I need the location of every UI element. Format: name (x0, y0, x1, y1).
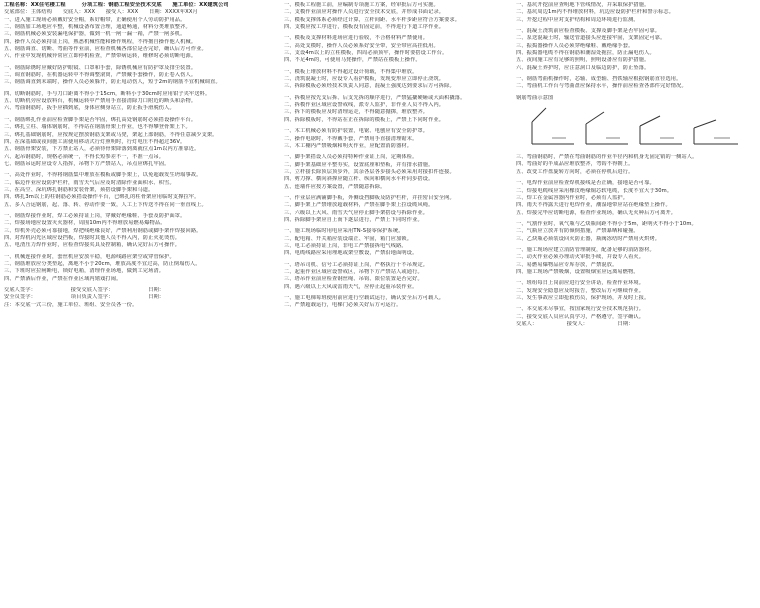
text-column-right (516, 2, 756, 606)
doc-line: 三、塔吊作业前应检查钢丝绳、吊钩、限位装置是否完好。 (284, 276, 423, 283)
doc-line: 四、剪刀撑、横向斜撑应随立杆、纵向和横向水平杆同步搭设。 (284, 176, 434, 183)
doc-line: 一、施工电梯每班使用前应进行空载试运行，确认安全后方可载人。 (284, 295, 445, 302)
doc-line: 一、钢筋绑扎作业前应检查脚手架是否牢固，绑扎高处钢筋时必须搭设操作平台。 (4, 116, 197, 123)
doc-line: 六、弯曲钢筋时，扳手应插到底，身体应侧身站立，防止扳手滑脱伤人。 (4, 105, 175, 112)
doc-line: 二、钢筋加工场地应平整，机械设备布置合理，通道畅通，材料分类堆放整齐。 (4, 24, 191, 31)
doc-line: 四、弯曲好的半成品应堆放整齐，弯钩不得朝上。 (516, 161, 634, 168)
doc-line: 二、起重作业区域应设警戒区，吊物下方严禁站人或通行。 (284, 269, 423, 275)
doc-line: 三、下班时应拉闸断电，锁好电箱，清理作业场地，做到工完场清。 (4, 268, 165, 275)
doc-line: 三、弯曲钢筋时，严禁在弯曲钢筋的作业半径内和机身无固定销的一侧站人。 (516, 154, 698, 161)
doc-line: 二、严禁超载运行，电梯门必须关好后方可运行。 (284, 302, 402, 309)
doc-line: 三、开挖过程中应对支护结构和周边环境进行监测。 (516, 16, 639, 23)
doc-line: 二、泵送混凝土时，输送管道接头应连接牢固，支架固定可靠。 (516, 35, 666, 42)
doc-line: 一、钢筋焊接作业时，焊工必须持证上岗，穿戴好绝缘鞋、手套及防护面罩。 (4, 212, 186, 219)
doc-line: 五、连墙件应按方案设置，严禁随意拆除。 (284, 183, 386, 190)
doc-line: 二、基坑周边1m内不得堆放材料，坑边应设防护栏杆和警示标志。 (516, 9, 675, 16)
doc-line: 四、绑扎3m以上的柱钢筋必须搭设操作平台，已绑扎的柱骨架应用临时支撑拉牢。 (4, 194, 200, 201)
doc-line: 五、焊接完毕应切断电源，检查作业现场，确认无火种后方可离开。 (516, 209, 677, 216)
doc-line: 三、拆下的模板应及时清理运走，不得随意抛掷，堆放整齐。 (284, 109, 429, 116)
doc-line: 三、绑扎基础钢筋时，应按规定摆放钢筋支架或马凳，架起上部钢筋，不得任意减少支架。 (4, 131, 218, 138)
doc-line: 七、钢筋吊运时应设专人指挥，吊物下方严禁站人，吊点应绑扎牢固。 (4, 160, 170, 167)
doc-line: 二、配电箱、开关箱应装设端正、牢固，箱门应加锁。 (284, 235, 413, 242)
doc-line: 二、拆模作业区域应设警戒线，派专人监护，非作业人员不得入内。 (284, 102, 445, 109)
doc-line: 四、拆除模板时，不得站在正在拆除的模板上，严禁上下同时作业。 (284, 116, 445, 123)
doc-line: 二、接受交底人员应认真学习，严格遵守，签字确认。 (516, 313, 645, 320)
doc-line: 二、发现安全隐患应及时报告，整改后方可继续作业。 (516, 287, 645, 294)
doc-line: 五、多人合运钢筋，起、落、转、停动作要一致，人工上下传送不得在同一垂直线上。 (4, 201, 207, 208)
doc-line: 六、混凝土养护时，应注意洞口及临边防护，防止坠落。 (516, 64, 650, 71)
doc-line: 五、切断机旁应设放料台，机械运转中严禁用手直接清除刀口附近的断头和杂物。 (4, 98, 197, 105)
doc-line: 五、钢筋调直、切断、弯曲等作业前，应检查机械各部位是否完好，确认后方可作业。 (4, 46, 207, 53)
doc-line: 五、钢筋骨架安装，下方禁止站人，必须待骨架降落到离就位点1m以内方准靠近。 (4, 146, 200, 153)
doc-line: 二、调直钢筋时，在机器运转中不得调整滚筒，严禁戴手套操作，防止卷入伤人。 (4, 72, 197, 79)
doc-line: 三、振捣器操作人员必须穿绝缘鞋、戴绝缘手套。 (516, 42, 634, 49)
doc-line: 一、钢筋除锈时应戴好防护眼镜、口罩和手套，除锈机械应有防护罩及排尘装置。 (4, 64, 197, 71)
doc-line: 三、钢筋机械必须安装漏电保护器，做到一机一闸一漏一箱，严禁一闸多机。 (4, 31, 186, 38)
doc-line: 一、气割作业时，氧气瓶与乙炔瓶间距不得小于5m，距明火不得小于10m。 (516, 220, 697, 227)
doc-line: 二、焊接场地应设置灭火器材，周围10m内不得堆放易燃易爆物品。 (4, 220, 166, 227)
doc-line: 一、模板上堆放材料不得超过设计荷载，不得集中堆放。 (284, 68, 418, 75)
doc-line: 一、木工机械必须有防护装置，电锯、电刨应有安全防护罩。 (284, 128, 429, 135)
doc-line: 二、高处支模时，操作人员必须系好安全带，安全带应高挂低用。 (284, 42, 439, 49)
doc-line: 一、钢筋弯曲机操作时，芯轴、成型轴、挡铁轴应根据钢筋直径选用。 (516, 76, 682, 83)
doc-line: 二、脚手架基础应平整夯实，设置底座和垫板，并有排水措施。 (284, 161, 434, 168)
doc-line: 三、发生事故应立即抢救伤员，保护现场，并及时上报。 (516, 294, 650, 301)
doc-line: 五、改变工作盘旋转方向时，必须在停机后进行。 (516, 168, 634, 175)
doc-line: 四、对焊机闪光区域应设挡板，焊接时其他人员不得入内，防止火花烫伤。 (4, 234, 181, 241)
doc-line: 安全员签字： 项目负责人签字： 日期： (4, 294, 165, 301)
doc-line: 四、切断钢筋时，手与刀口距离不得小于15cm，断料小于30cm时应用钳子夹牢送料。 (4, 90, 211, 97)
doc-line: 一、本交底未尽事宜，按国家现行安全技术规范执行。 (516, 306, 645, 313)
doc-line: 二、脚手架上严禁堆放超载材料，严禁在脚手架上拉设缆风绳。 (284, 202, 434, 209)
doc-line: 四、遇六级以上大风或雷雨天气，应停止起重吊装作业。 (284, 283, 418, 290)
doc-line: 四、电缆线路应采用埋地或架空敷设，严禁沿地面明设。 (284, 250, 418, 257)
doc-line: 三、拆除模板必须经技术负责人同意，混凝土强度达到要求后方可拆除。 (284, 83, 455, 90)
doc-line: 四、操作人员必须持证上岗，熟悉机械性能和操作规程，不得擅自操作他人机械。 (4, 38, 197, 45)
doc-line: 三、焊工在金属容器内作业时，必须有人监护。 (516, 194, 629, 201)
doc-line: 一、脚手架搭设人员必须持特种作业证上岗，定期体检。 (284, 154, 418, 161)
doc-line: 注：本交底一式三份，施工单位、班组、安全员各一份。 (4, 301, 138, 308)
doc-line: 四、雨天不得露天进行电焊作业，潮湿地带应站在绝缘垫上操作。 (516, 202, 671, 209)
doc-line: 三、电工必须持证上岗，非电工严禁接拆电气线路。 (284, 242, 407, 249)
doc-line: 二、钢筋堆放应分类垫起，离地不小于20cm，堆放高度不宜过高，防止倒塌伤人。 (4, 261, 201, 267)
doc-line: 一、班组每日上岗前应进行安全讲话，检查作业环境。 (516, 280, 645, 287)
doc-line: 三、易燃易爆物品应专库存放，严禁混放。 (516, 261, 618, 268)
bend-figure-4 (694, 120, 738, 144)
doc-line: 五、电渣压力焊作业时，应检查焊接夹具及控制箱，确认完好后方可操作。 (4, 242, 181, 249)
text-column-left (4, 2, 272, 606)
doc-line: 二、绑扎立柱、墙体钢筋时，不得站在钢筋骨架上作业，也不得攀登骨架上下。 (4, 124, 191, 131)
doc-line: 一、作业层应满铺脚手板，外侧设挡脚板及防护栏杆，并挂密目安全网。 (284, 194, 455, 201)
doc-line: 交底人： 接受人： 日期： (516, 321, 634, 327)
doc-line: 二、动火作业必须办理动火审批手续，并设专人看火。 (516, 254, 645, 261)
doc-line: 三、六级以上大风、雨雪天气应停止脚手架搭设与拆除作业。 (284, 209, 429, 216)
doc-line: 三、木工棚内严禁吸烟和明火作业，应配置消防器材。 (284, 142, 413, 149)
doc-line: 三、支设4m以上的立柱模板，四周必须顶牢，操作时要搭设工作台。 (284, 50, 448, 57)
doc-line: 四、严禁酒后作业，严禁在作业区域内嬉戏打闹。 (4, 275, 122, 282)
doc-line: 四、振捣器电缆不得在钢筋和潮湿处拖拉，防止漏电伤人。 (516, 50, 655, 57)
doc-line: 交底人签字： 接受交底人签字： 日期： (4, 287, 165, 294)
doc-line: 一、混凝土浇筑前应检查模板、支撑及脚手架是否牢固可靠。 (516, 28, 661, 35)
doc-line: 二、气瓶应立放并有防倾倒措施，严禁暴晒和碰撞。 (516, 228, 639, 235)
bend-figure-1 (532, 108, 574, 144)
doc-line: 二、临边作业应设防护栏杆，雨雪天气后应及时清除作业面积水、积雪。 (4, 179, 175, 186)
doc-line: 四、支模应按工序进行，模板没有固定前，不得进行下道工序作业。 (284, 24, 445, 31)
doc-line: 一、模板工程施工前，应编制专项施工方案，经审批后方可实施。 (284, 2, 439, 8)
doc-line: 二、浇筑混凝土时，应设专人看护模板，发现变形应立即停止浇筑。 (284, 76, 445, 83)
doc-line: 六、作业中发现机械异常应立即停机检查，严禁带病运转，维修时必须切断电源。 (4, 53, 197, 60)
rebar-bending-diagram (526, 104, 746, 152)
doc-line: 三、焊机外壳必须可靠接地，焊把线绝缘良好，严禁利用钢筋或脚手架作焊接回路。 (4, 227, 202, 234)
bend-figure-3 (640, 116, 682, 144)
doc-line: 五、夜间施工应有足够的照明，照明设备应有防护措施。 (516, 57, 650, 64)
bend-figure-2 (586, 112, 628, 144)
text-column-middle (284, 2, 504, 606)
doc-line: 一、施工现场临时用电应采用TN-S接零保护系统。 (284, 228, 404, 235)
doc-line: 三、钢筋调直到末端时，操作人员必须躲开，防止甩动伤人，短于2m的钢筋不宜机械调直。 (4, 79, 221, 86)
doc-line: 一、电焊作业前应检查焊机接线是否正确，接地是否可靠。 (516, 180, 655, 187)
doc-line: 三、在高空、深坑绑扎钢筋和安装骨架，须搭设脚手架和马道。 (4, 186, 154, 193)
doc-line: 六、起吊钢筋时，规格必须统一，不得长短参差不一，不准一点吊。 (4, 153, 165, 160)
doc-line: 三、乙炔瓶必须装设回火防止器，瓶阀冻结时严禁用火烘烤。 (516, 235, 661, 242)
doc-line: 四、拆除脚手架应自上而下逐层进行，严禁上下同时作业。 (284, 216, 423, 223)
doc-line: 一、高处作业时，不得将钢筋集中堆放在模板或脚手架上，以免超载发生坍塌事故。 (4, 172, 202, 179)
doc-line: 三、模板支撑体系必须经过计算，立杆间距、水平杆步距应符合方案要求。 (284, 16, 461, 23)
doc-line: 一、拆模应按先支后拆、后支先拆的顺序进行，严禁猛撬硬砸或大面积撬落。 (284, 94, 466, 101)
doc-line: 一、模板及支撑材料进场应进行验收，不合格材料严禁使用。 (284, 35, 429, 42)
doc-line: 交底部位：主体结构 交底人：XXX 接受人：XXX 日期：XXXX年XX月 (4, 9, 198, 16)
doc-line: 一、塔吊司机、信号工必须持证上岗，严格执行十不吊规定。 (284, 261, 429, 268)
doc-line: 一、机械连接作业时，套丝机应安放平稳，电源线路应架空或穿管保护。 (4, 253, 175, 260)
doc-line: 四、不足4m的，可使用马凳操作，严禁站在模板上操作。 (284, 57, 421, 64)
doc-line: 三、立杆接长除顶层顶步外，其余各层各步接头必须采用对接扣件连接。 (284, 168, 455, 175)
doc-line: 二、操作电锯时，不得戴手套，严禁用手直接清理锯末。 (284, 135, 418, 142)
doc-line: 一、施工现场应建立消防管理制度，配备足够的消防器材。 (516, 246, 655, 253)
doc-line: 一、基坑开挖前应查明地下管线情况，并采取保护措施。 (516, 2, 650, 8)
doc-line: 四、在深基础或夜间施工需使用移动式行灯照明时，行灯电压不得超过36V。 (4, 138, 186, 145)
doc-line: 工程名称：XX住宅楼工程 分项工程：钢筋工程安全技术交底 施工单位：XX建筑公司 (4, 2, 229, 8)
diagram-caption: 钢筋弯曲示意图 (516, 94, 554, 101)
doc-line: 四、施工现场严禁吸烟，设置吸烟室应远离易燃物。 (516, 268, 639, 275)
doc-line: 二、焊接电缆线应采用橡皮绝缘铜芯软电缆，长度不宜大于30m。 (516, 187, 673, 194)
doc-line: 一、进入施工现场必须戴好安全帽，系好帽带，正确使用个人劳动防护用品。 (4, 16, 186, 23)
doc-line: 二、支模作业前应对操作人员进行安全技术交底，并形成书面记录。 (284, 9, 445, 16)
doc-line: 二、弯曲机工作台与弯曲盘应保持水平，操作前应检查各部件完好情况。 (516, 83, 687, 90)
